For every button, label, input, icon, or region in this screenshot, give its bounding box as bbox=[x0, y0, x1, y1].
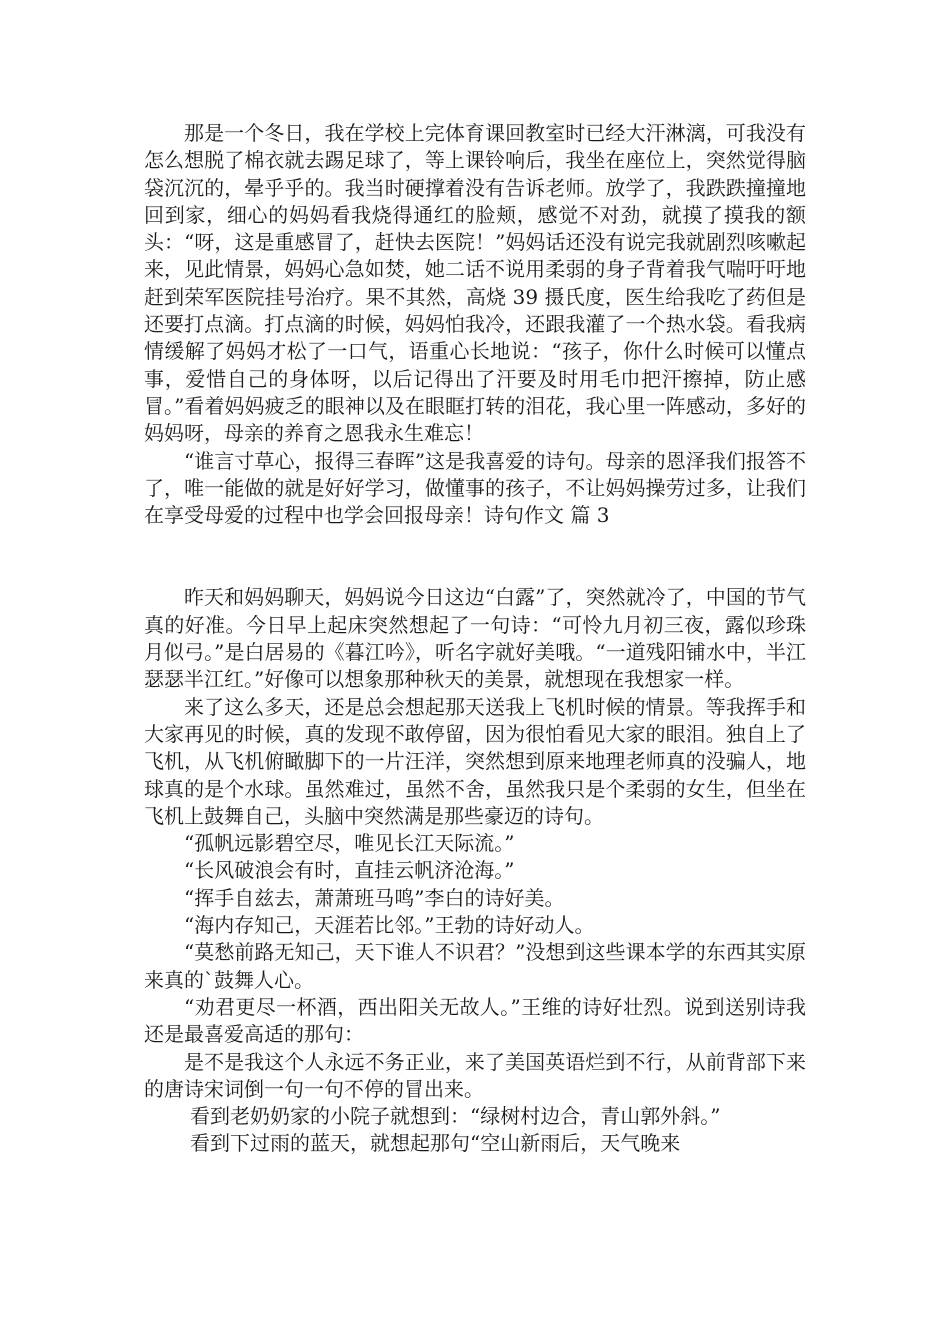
paragraph: 看到下过雨的蓝天，就想起那句“空山新雨后，天气晚来 bbox=[190, 1131, 681, 1156]
paragraph: “谁言寸草心，报得三春晖”这是我喜爱的诗句。母亲的恩泽我们报答不了，唯一能做的就是好好学习，做懂事的孩子，不让妈妈操劳过多，让我们在享受母爱的过程中也学会回报母亲！诗句作文 篇 3 bbox=[144, 448, 806, 528]
paragraph: 看到老奶奶家的小院子就想到：“绿树村边合，青山郭外斜。” bbox=[190, 1104, 721, 1129]
paragraph: “海内存知己，天涯若比邻。”王勃的诗好动人。 bbox=[184, 913, 595, 938]
paragraph: “莫愁前路无知己，天下谁人不识君？”没想到这些课本学的东西其实原来真的`鼓舞人心。 bbox=[144, 940, 806, 992]
section-gap bbox=[144, 529, 806, 584]
paragraph: “劝君更尽一杯酒，西出阳关无故人。”王维的诗好壮烈。说到送别诗我还是最喜爱高适的那句： bbox=[144, 994, 806, 1047]
paragraph: “长风破浪会有时，直挂云帆济沧海。” bbox=[184, 858, 515, 883]
paragraph: “挥手自兹去，萧萧班马鸣”李白的诗好美。 bbox=[184, 885, 565, 910]
document-body bbox=[144, 120, 806, 1158]
paragraph: 来了这么多天，还是总会想起那天送我上飞机时候的情景。等我挥手和大家再见的时候，真的发现不敢停留，因为很怕看见大家的眼泪。独自上了飞机，从飞机俯瞰脚下的一片汪洋，突然想到原来地理老师真的没骗人，地球真的是个水球。虽然难过，虽然不舍，虽然我只是个柔弱的女生，但坐在飞机上鼓舞自己，头脑中突然满是那些豪迈的诗句。 bbox=[144, 694, 806, 828]
paragraph: 那是一个冬日，我在学校上完体育课回教室时已经大汗淋漓，可我没有怎么想脱了棉衣就去踢足球了，等上课铃响后，我坐在座位上，突然觉得脑袋沉沉的，晕乎乎的。我当时硬撑着没有告诉老师。放学了，我跌跌撞撞地回到家，细心的妈妈看我烧得通红的脸颊，感觉不对劲，就摸了摸我的额头：“呀，这是重感冒了，赶快去医院！”妈妈话还没有说完我就剧烈咳嗽起来，见此情景，妈妈心急如焚，她二话不说用柔弱的身子背着我气喘吁吁地赶到荣军医院挂号治疗。果不其然，高烧 39 摄氏度，医生给我吃了药但是还要打点滴。打点滴的时候，妈妈怕我冷，还跟我灌了一个热水袋。看我病情缓解了妈妈才松了一口气，语重心长地说：“孩子，你什么时候可以懂点事，爱惜自己的身体呀，以后记得出了汗要及时用毛巾把汗擦掉，防止感冒。”看着妈妈疲乏的眼神以及在眼眶打转的泪花，我心里一阵感动，多好的妈妈呀，母亲的养育之恩我永生难忘！ bbox=[144, 121, 806, 446]
paragraph: 昨天和妈妈聊天，妈妈说今日这边“白露”了，突然就冷了，中国的节气真的好准。今日早上起床突然想起了一句诗：“可怜九月初三夜，露似珍珠月似弓。”是白居易的《暮江吟》，听名字就好美哦。“一道残阳铺水中，半江瑟瑟半江红。”好像可以想象那种秋天的美景，就想现在我想家一样。 bbox=[144, 585, 806, 692]
section-mother-story bbox=[144, 120, 806, 529]
section-poems-essay bbox=[144, 584, 806, 1157]
paragraph: “孤帆远影碧空尽，唯见长江天际流。” bbox=[184, 831, 515, 856]
paragraph: 是不是我这个人永远不务正业，来了美国英语烂到不行，从前背部下来的唐诗宋词倒一句一句不停的冒出来。 bbox=[144, 1049, 806, 1101]
